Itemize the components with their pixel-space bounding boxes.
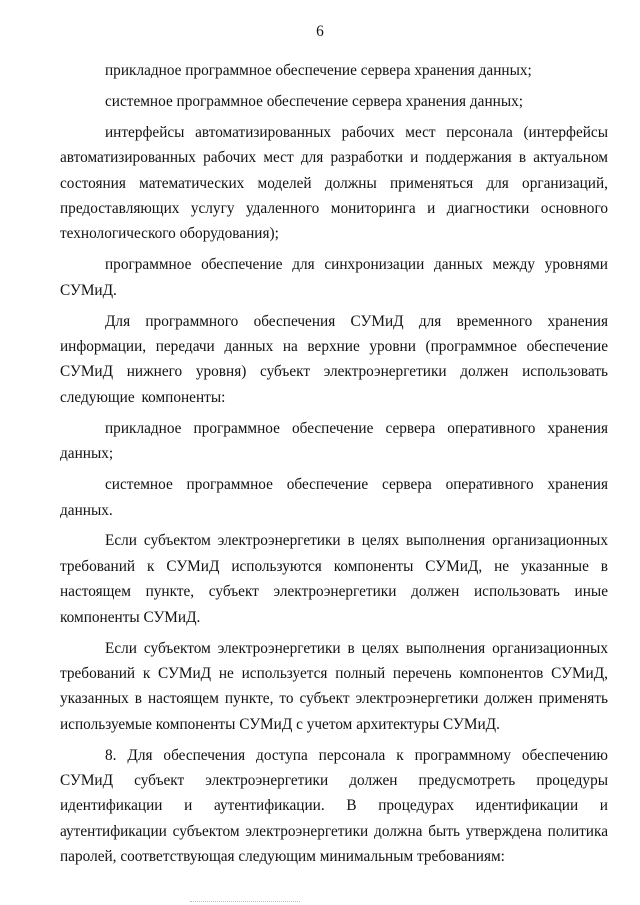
paragraph: Если субъектом электроэнергетики в целях выполнения организационных требований к СУМиД не используется полный перечень компонентов СУМиД, указанных в настоящем пункте, то субъект электроэнергетики должен применять используемые компоненты СУМиД с учетом архитектуры СУМиД. <box>60 639 608 733</box>
paragraph: прикладное программное обеспечение сервера хранения данных; <box>105 62 532 79</box>
page-number: 6 <box>316 23 324 40</box>
paragraph: Если субъектом электроэнергетики в целях выполнения организационных требований к СУМиД используются компоненты СУМиД, не указанные в настоящем пункте, субъект электроэнергетики должен использовать иные компоненты СУМиД. <box>60 532 608 626</box>
paragraph: системное программное обеспечение сервера оперативного хранения данных. <box>60 476 608 519</box>
paragraph: системное программное обеспечение сервера хранения данных; <box>105 92 524 110</box>
document-body <box>60 58 608 875</box>
paragraph: прикладное программное обеспечение сервера оперативного хранения данных; <box>60 419 608 463</box>
paragraph: интерфейсы автоматизированных рабочих мест персонала (интерфейсы автоматизированных рабочих мест для разработки и поддержания в актуальном состояния математических моделей должны применяться для организаций, предоставляющих услугу удаленного мониторинга и диагностики основного технологического оборудования); <box>60 123 608 243</box>
scan-artifact <box>190 901 300 903</box>
paragraph-section-8: 8. Для обеспечения доступа персонала к программному обеспечению СУМиД субъект электроэнергетики должен предусмотреть процедуры идентификации и аутентификации. В процедурах идентификации и аутентификации субъектом электроэнергетики должна быть утверждена политика паролей, соответствующая следующим минимальным требованиям: <box>60 746 608 866</box>
paragraph: Для программного обеспечения СУМиД для временного хранения информации, передачи данных на верхние уровни (программное обеспечение СУМиД нижнего уровня) субъект электроэнергетики должен использовать следующие компоненты: <box>60 312 608 406</box>
paragraph: программное обеспечение для синхронизации данных между уровнями СУМиД. <box>60 256 608 299</box>
